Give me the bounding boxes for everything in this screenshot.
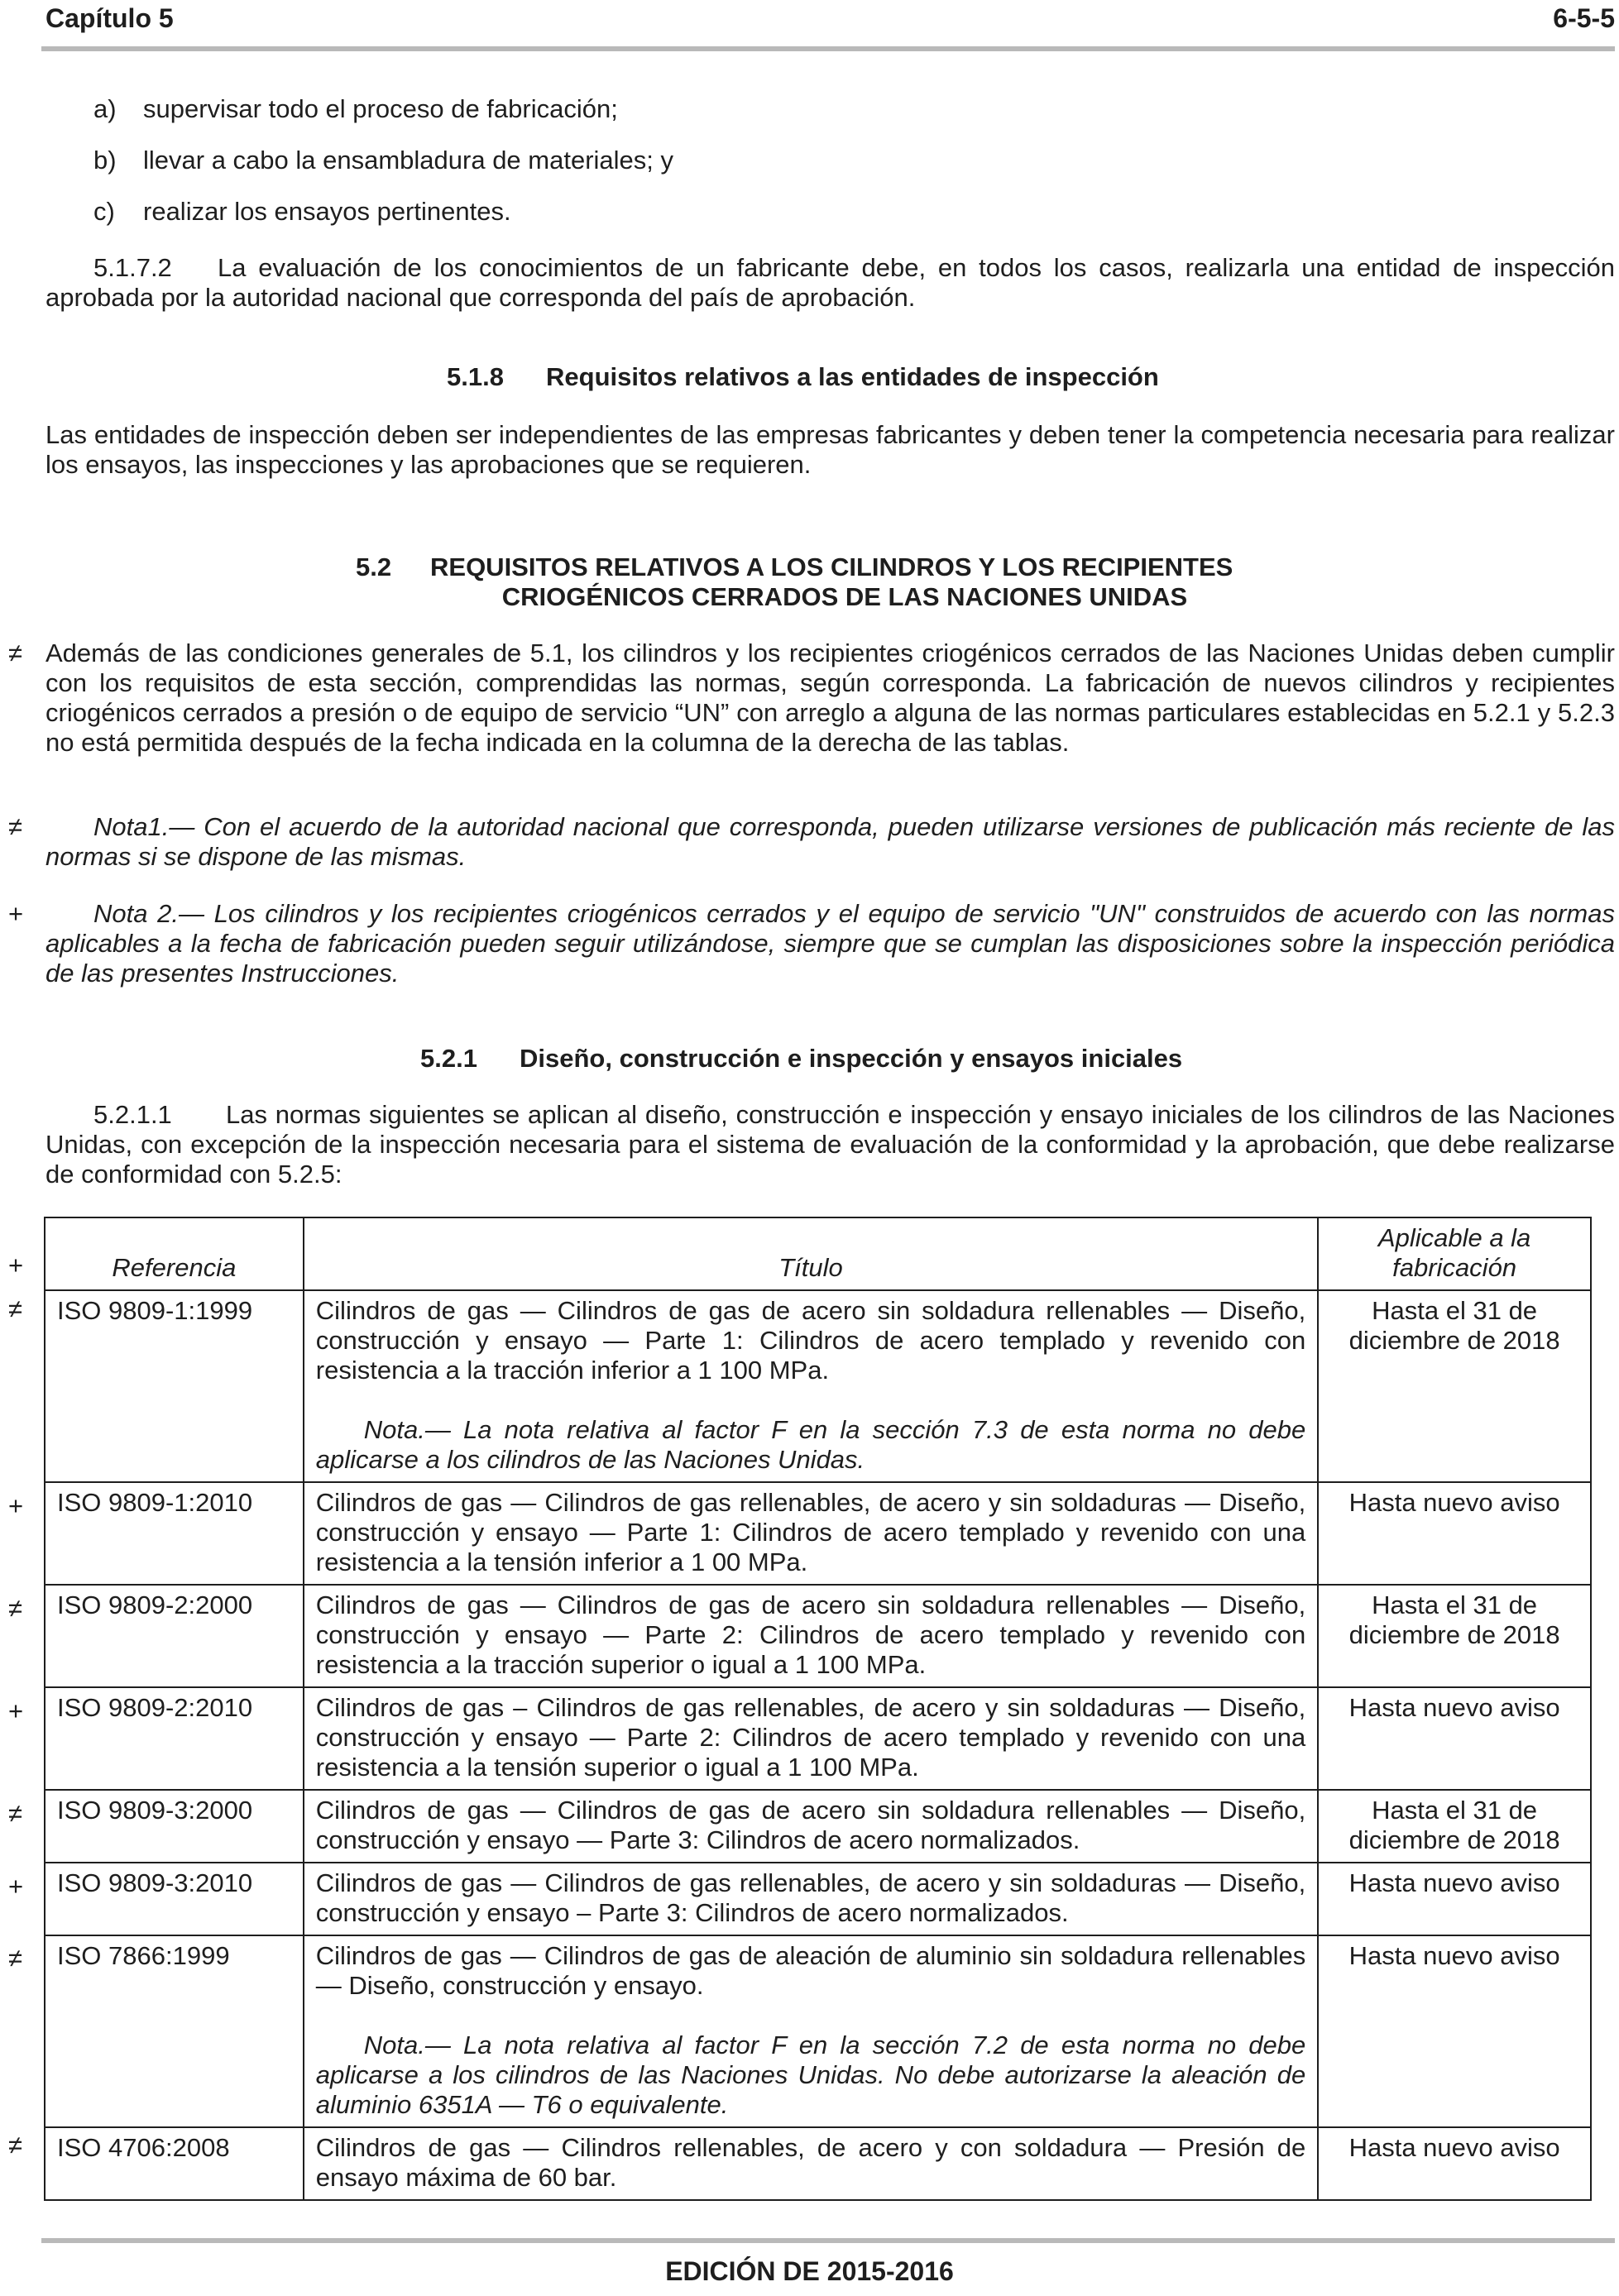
change-mark: ≠ <box>8 1799 23 1828</box>
table-row <box>45 1935 1591 2127</box>
page-number: 6-5-5 <box>1553 3 1615 33</box>
change-mark: ≠ <box>8 2131 23 2160</box>
change-mark: ≠ <box>8 1294 23 1323</box>
table-row <box>45 2127 1591 2200</box>
paragraph-number: 5.2.1.1 <box>93 1100 172 1129</box>
chapter-label: Capítulo 5 <box>46 3 174 33</box>
paragraph-number: 5.1.7.2 <box>93 253 172 282</box>
applicable-cell: Hasta el 31 de diciembre de 2018 <box>1318 1790 1591 1863</box>
change-mark: + <box>8 1251 24 1280</box>
applicable-cell: Hasta nuevo aviso <box>1318 2127 1591 2200</box>
paragraph-5-1-8: Las entidades de inspección deben ser independientes de las empresas fabricantes y deben tener la competencia necesaria para realizar los ensayos, las inspecciones y las aprobaciones que se requieren. <box>46 420 1615 479</box>
paragraph-5-2-1-1 <box>46 1100 1615 1189</box>
reference-cell: ISO 4706:2008 <box>45 2127 304 2200</box>
table-row <box>45 1863 1591 1935</box>
table-row <box>45 1585 1591 1687</box>
reference-cell: ISO 9809-1:2010 <box>45 1482 304 1585</box>
change-mark: ≠ <box>8 1944 23 1973</box>
title-cell: Cilindros de gas — Cilindros de gas de acero sin soldadura rellenables — Diseño, construcción y ensayo — Parte 1: Cilindros de acero templado y revenido con resistencia a la tracción inferior a 1 100 MPa. Nota.— La nota relativa al factor F en la sección 7.3 de esta norma no debe aplicarse a los cilindros de las Naciones Unidas. <box>304 1290 1318 1482</box>
note-1: Nota1.— Con el acuerdo de la autoridad nacional que corresponda, pueden utilizarse versiones de publicación más reciente de las normas si se dispone de las mismas. <box>46 812 1615 871</box>
applicable-cell: Hasta el 31 de diciembre de 2018 <box>1318 1290 1591 1482</box>
change-mark: + <box>8 1491 24 1520</box>
paragraph-text: La evaluación de los conocimientos de un fabricante debe, en todos los casos, realizarla una entidad de inspección aprobada por la autoridad nacional que corresponda del país de aprobación. <box>46 253 1615 312</box>
title-cell: Cilindros de gas — Cilindros rellenables, de acero y con soldadura — Presión de ensayo máxima de 60 bar. <box>304 2127 1318 2200</box>
footer-rule <box>41 2238 1615 2243</box>
page-header <box>46 3 1615 40</box>
applicable-cell: Hasta nuevo aviso <box>1318 1863 1591 1935</box>
column-header-title: Título <box>304 1217 1318 1290</box>
table-row <box>45 1290 1591 1482</box>
title-cell: Cilindros de gas — Cilindros de gas rellenables, de acero y sin soldaduras — Diseño, construcción y ensayo – Parte 3: Cilindros de acero normalizados. <box>304 1863 1318 1935</box>
edition-footer: EDICIÓN DE 2015-2016 <box>665 2256 954 2286</box>
table-row <box>45 1687 1591 1790</box>
table-header-row <box>45 1217 1591 1290</box>
section-heading-5-1-8: 5.1.8 Requisitos relativos a las entidades de inspección <box>447 362 1159 391</box>
section-heading-5-2-line2: CRIOGÉNICOS CERRADOS DE LAS NACIONES UNIDAS <box>501 582 1188 611</box>
change-mark: ≠ <box>8 812 23 841</box>
applicable-cell: Hasta nuevo aviso <box>1318 1482 1591 1585</box>
title-cell: Cilindros de gas — Cilindros de gas de acero sin soldadura rellenables — Diseño, construcción y ensayo — Parte 3: Cilindros de acero normalizados. <box>304 1790 1318 1863</box>
change-mark: ≠ <box>8 639 23 667</box>
title-cell: Cilindros de gas — Cilindros de gas rellenables, de acero y sin soldaduras — Diseño, construcción y ensayo — Parte 1: Cilindros de acero templado y revenido con una resistencia a la tensión inferior a 1 00 MPa. <box>304 1482 1318 1585</box>
table-row <box>45 1790 1591 1863</box>
note-2: Nota 2.— Los cilindros y los recipientes criogénicos cerrados y el equipo de servicio "UN" construidos de acuerdo con las normas aplicables a la fecha de fabricación pueden seguir utilizándose, siempre que se cumplan las disposiciones sobre la inspección periódica de las presentes Instrucciones. <box>46 899 1615 988</box>
applicable-cell: Hasta nuevo aviso <box>1318 1687 1591 1790</box>
reference-cell: ISO 9809-3:2000 <box>45 1790 304 1863</box>
change-mark: + <box>8 899 24 928</box>
table-row <box>45 1482 1591 1585</box>
paragraph-5-1-7-2 <box>46 253 1615 313</box>
reference-cell: ISO 9809-3:2010 <box>45 1863 304 1935</box>
title-cell: Cilindros de gas — Cilindros de gas de aleación de aluminio sin soldadura rellenables — Diseño, construcción y ensayo. Nota.— La nota relativa al factor F en la sección 7.2 de esta norma no debe aplicarse a los cilindros de las Naciones Unidas. No debe autorizarse la aleación de aluminio 6351A — T6 o equivalente. <box>304 1935 1318 2127</box>
header-rule <box>41 46 1615 51</box>
paragraph-text: Las normas siguientes se aplican al diseño, construcción e inspección y ensayo iniciales de los cilindros de las Naciones Unidas, con excepción de la inspección necesaria para el sistema de evaluación de la conformidad y la aprobación, que debe realizarse de conformidad con 5.2.5: <box>46 1100 1615 1189</box>
section-heading-5-2: 5.2 REQUISITOS RELATIVOS A LOS CILINDROS Y LOS RECIPIENTES <box>356 552 1233 581</box>
title-cell: Cilindros de gas — Cilindros de gas de acero sin soldadura rellenables — Diseño, construcción y ensayo — Parte 2: Cilindros de acero templado y revenido con resistencia a la tracción superior o igual a 1 100 MPa. <box>304 1585 1318 1687</box>
title-cell: Cilindros de gas – Cilindros de gas rellenables, de acero y sin soldaduras — Diseño, construcción y ensayo — Parte 2: Cilindros de acero templado y revenido con una resistencia a la tensión superior o igual a 1 100 MPa. <box>304 1687 1318 1790</box>
column-header-reference: Referencia <box>45 1217 304 1290</box>
paragraph-5-2: Además de las condiciones generales de 5.1, los cilindros y los recipientes criogénicos cerrados de las Naciones Unidas deben cumplir con los requisitos de esta sección, comprendidas las normas, según corresponda. La fabricación de nuevos cilindros y recipientes criogénicos cerrados a presión o de equipo de servicio “UN” con arreglo a alguna de las normas particulares establecidas en 5.2.1 y 5.2.3 no está permitida después de la fecha indicada en la columna de la derecha de las tablas. <box>46 639 1615 757</box>
table-note: Nota.— La nota relativa al factor F en la sección 7.3 de esta norma no debe aplicarse a los cilindros de las Naciones Unidas. <box>315 1415 1306 1474</box>
reference-cell: ISO 9809-2:2000 <box>45 1585 304 1687</box>
reference-cell: ISO 9809-2:2010 <box>45 1687 304 1790</box>
column-header-applicable: Aplicable a la fabricación <box>1318 1217 1591 1290</box>
reference-cell: ISO 7866:1999 <box>45 1935 304 2127</box>
standards-table <box>44 1217 1592 2201</box>
table-note: Nota.— La nota relativa al factor F en la sección 7.2 de esta norma no debe aplicarse a los cilindros de las Naciones Unidas. No debe autorizarse la aleación de aluminio 6351A — T6 o equivalente. <box>315 2031 1306 2119</box>
change-mark: + <box>8 1872 24 1901</box>
section-heading-5-2-1: 5.2.1 Diseño, construcción e inspección y ensayos iniciales <box>420 1044 1183 1073</box>
applicable-cell: Hasta el 31 de diciembre de 2018 <box>1318 1585 1591 1687</box>
change-mark: ≠ <box>8 1594 23 1623</box>
change-mark: + <box>8 1696 24 1725</box>
reference-cell: ISO 9809-1:1999 <box>45 1290 304 1482</box>
applicable-cell: Hasta nuevo aviso <box>1318 1935 1591 2127</box>
